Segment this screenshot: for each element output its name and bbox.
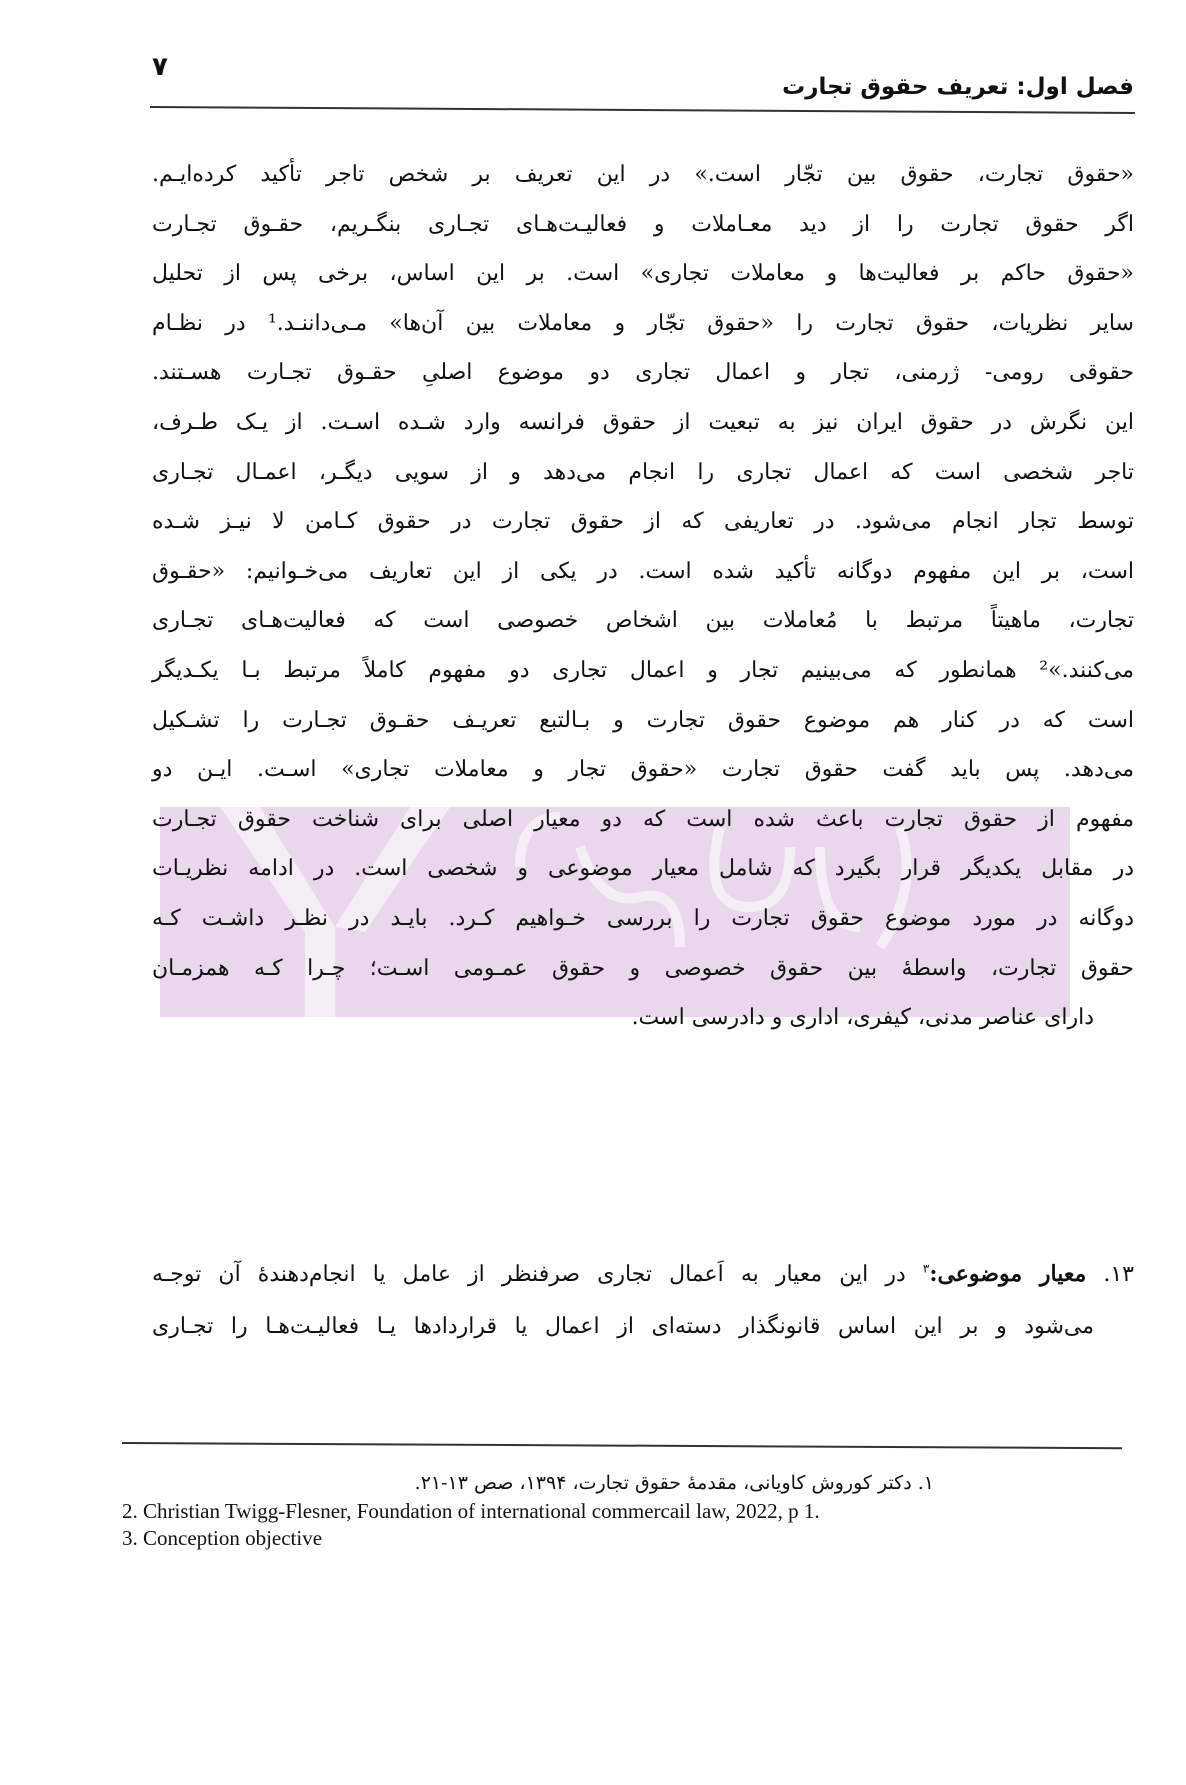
body-line: است که در کنار هم موضوع حقوق تجارت و بـالتبع تعریـف حقـوق تجـارت را تشـکیل <box>152 707 1134 733</box>
body-line: تاجر شخصی است که اعمال تجاری را انجام می‌دهد و از سویی دیگـر، اعمـال تجـاری <box>152 459 1134 485</box>
body-line: تجارت، ماهیتاً مرتبط با مُعاملات بین اشخاص خصوصی است که فعالیت‌هـای تجـاری <box>152 608 1134 634</box>
footnote-2: 2. Christian Twigg-Flesner, Foundation of international commercail law, 2022, p 1. <box>122 1499 820 1523</box>
body-line: حقوقی رومی- ژرمنی، تجار و اعمال تجاری دو موضوع اصلیِ حقـوق تجـارت هسـتند. <box>152 360 1134 386</box>
paragraph-number: ۱۳. <box>1103 1262 1134 1287</box>
body-line: اگر حقوق تجارت را از دید معـاملات و فعالیـت‌هـای تجـاری بنگـریم، حقـوق تجـارت <box>152 211 1134 237</box>
paragraph-line: می‌شود و بر این اساس قانونگذار دسته‌ای از اعمال یا قراردادها یـا فعالیـت‌هـا را تجـاری <box>152 1314 1094 1339</box>
body-line: توسط تجار انجام می‌شود. در تعاریفی که از حقوق تجارت در حقوق کـامن لا نیـز شـده <box>152 509 1134 535</box>
body-line: در مقابل یکدیگر قرار بگیرد که شامل معیار موضوعی و شخصی است. در ادامه نظریـات <box>152 856 1134 882</box>
paragraph-line: در این معیار به اَعمال تجاری صرفنظر از عامل یا انجام‌دهندهٔ آن توجـه <box>152 1262 906 1287</box>
body-line: می‌کنند.»² همانطور که می‌بینیم تجار و اعمال تجاری دو مفهوم کاملاً مرتبط بـا یکـدیگر <box>152 657 1134 683</box>
footnote-3: 3. Conception objective <box>122 1526 323 1550</box>
body-line: مفهوم از حقوق تجارت باعث شده است که دو معیار اصلی برای شناخت حقوق تجـارت <box>152 806 1134 832</box>
body-line: دارای عناصر مدنی، کیفری، اداری و دادرسی است. <box>631 1005 1094 1031</box>
body-line: است، بر این مفهوم دوگانه تأکید شده است. در یکی از این تعاریف می‌خـوانیم: «حقـوق <box>152 558 1134 584</box>
numbered-paragraph-13 <box>152 1248 1134 1353</box>
body-line: «حقوق تجارت، حقوق بین تجّار است.» در این تعریف بر شخص تاجر تأکید کرده‌ایـم. <box>152 162 1134 187</box>
body-line: می‌دهد. پس باید گفت حقوق تجارت «حقوق تجار و معاملات تجاری» اسـت. ایـن دو <box>152 757 1134 783</box>
footnotes <box>122 1468 1134 1552</box>
header-rule <box>150 106 1135 114</box>
body-line: دوگانه در مورد موضوع حقوق تجارت را بررسی خـواهیم کـرد. بایـد در نظـر داشـت کـه <box>152 905 1134 931</box>
footnote-ref-3[interactable]: ۳ <box>922 1261 930 1276</box>
body-text <box>152 150 1134 1043</box>
body-line: این نگرش در حقوق ایران نیز به تبعیت از حقوق فرانسه وارد شـده اسـت. از یـک طـرف، <box>152 409 1134 435</box>
body-line: سایر نظریات، حقوق تجارت را «حقوق تجّار و معاملات بین آن‌ها» مـی‌داننـد.¹ در نظـام <box>152 310 1134 336</box>
page-number: ۷ <box>152 52 168 82</box>
body-line: حقوق تجارت، واسطهٔ بین حقوق خصوصی و حقوق عمـومی اسـت؛ چـرا کـه همزمـان <box>152 955 1134 981</box>
paragraph-term: معیار موضوعی: <box>929 1261 1087 1287</box>
footnote-1: ۱. دکتر کوروش کاویانی، مقدمهٔ حقوق تجارت، ۱۳۹۴، صص ۱۳-۲۱. <box>414 1472 934 1494</box>
running-head-title: فصل اول: تعریف حقوق تجارت <box>782 74 1134 100</box>
body-line: «حقوق حاکم بر فعالیت‌ها و معاملات تجاری» است. بر این اساس، برخی پس از تحلیل <box>152 261 1134 287</box>
footnote-rule <box>122 1442 1122 1449</box>
